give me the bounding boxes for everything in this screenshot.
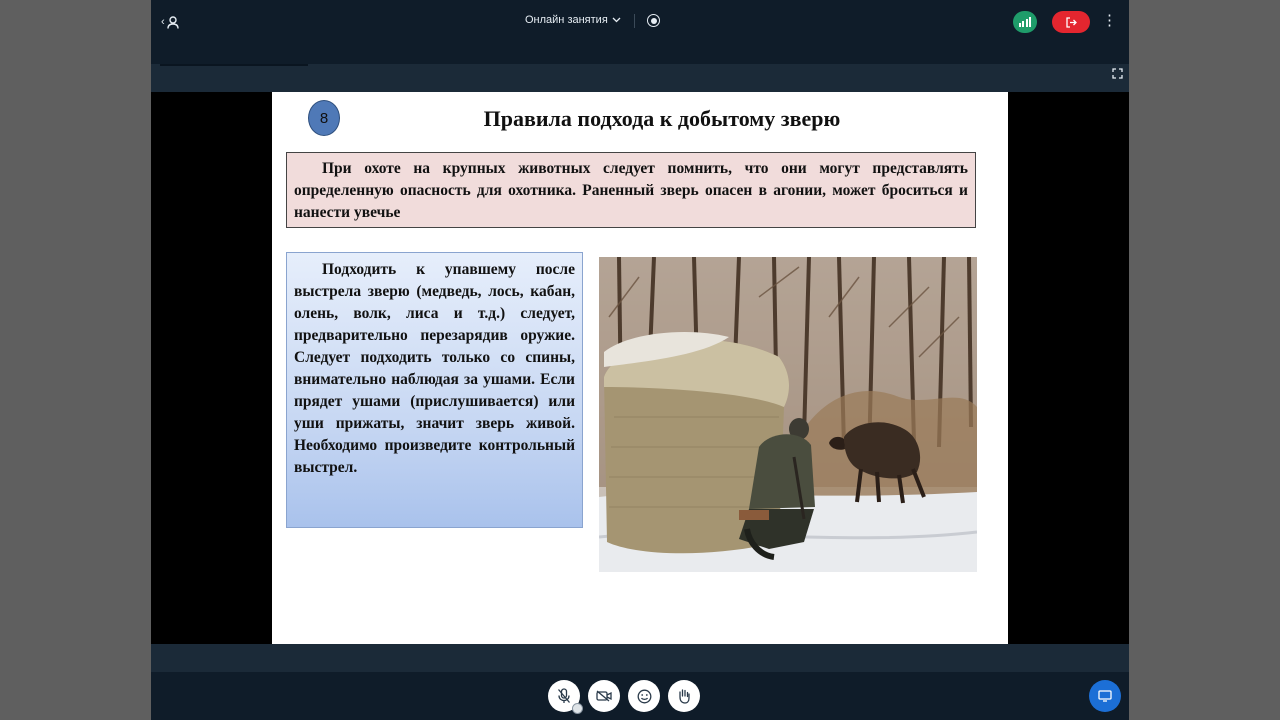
users-list-button[interactable] bbox=[161, 12, 183, 32]
screen-share-button[interactable] bbox=[1089, 680, 1121, 712]
status-strip bbox=[151, 644, 1129, 672]
leave-button[interactable] bbox=[1052, 11, 1090, 33]
chevron-left-icon: ‹ bbox=[161, 16, 165, 28]
raise-hand-button[interactable] bbox=[668, 680, 700, 712]
mute-microphone-button[interactable] bbox=[548, 680, 580, 712]
exit-icon bbox=[1065, 17, 1077, 28]
audio-settings-badge[interactable] bbox=[572, 703, 583, 714]
user-icon bbox=[167, 16, 179, 29]
smile-icon bbox=[637, 689, 652, 704]
camera-off-icon bbox=[596, 690, 612, 702]
fullscreen-icon[interactable] bbox=[1112, 68, 1123, 82]
toolbar-strip bbox=[151, 44, 1129, 64]
session-title-dropdown[interactable] bbox=[525, 14, 621, 26]
slide-title: Правила подхода к добытому зверю bbox=[483, 106, 841, 131]
signal-bar bbox=[1022, 21, 1024, 27]
connection-status-button[interactable] bbox=[1013, 11, 1037, 33]
hunter-boar-photo bbox=[599, 257, 977, 572]
instruction-text-box: Подходить к упавшему после выстрела зверю (медведь, лось, кабан, олень, волк, лиса и т.д.) следует, предварительно перезарядив оружие. Следует подходить только со спины, внимательно наблюдая за ушами. Если прядет ушами (прислушивается) или уши прижаты, значит зверь живой. Необходимо произведите контрольный выстрел. bbox=[286, 252, 583, 528]
more-vertical-icon[interactable]: ⋮ bbox=[1102, 12, 1117, 29]
presentation-area bbox=[151, 92, 1129, 644]
signal-bar bbox=[1029, 17, 1031, 27]
hand-icon bbox=[677, 688, 691, 704]
record-icon[interactable] bbox=[647, 14, 660, 27]
conference-app bbox=[151, 0, 1129, 720]
signal-bar bbox=[1026, 19, 1028, 27]
warning-text-box: При охоте на крупных животных следует помнить, что они могут представлять определенную опасность для охотника. Раненный зверь опасен в агонии, может броситься и нанести увечье bbox=[286, 152, 976, 228]
divider bbox=[160, 64, 308, 66]
reactions-button[interactable] bbox=[628, 680, 660, 712]
slide-number: 8 bbox=[308, 100, 340, 136]
slide bbox=[272, 92, 1008, 644]
signal-icon bbox=[1019, 23, 1021, 27]
screen-share-icon bbox=[1098, 690, 1112, 702]
top-bar bbox=[151, 0, 1129, 44]
chevron-down-icon bbox=[612, 17, 621, 23]
divider bbox=[634, 14, 635, 28]
mic-muted-icon bbox=[557, 688, 571, 704]
session-title: Онлайн занятия bbox=[525, 14, 608, 26]
camera-button[interactable] bbox=[588, 680, 620, 712]
action-bar bbox=[151, 672, 1129, 720]
